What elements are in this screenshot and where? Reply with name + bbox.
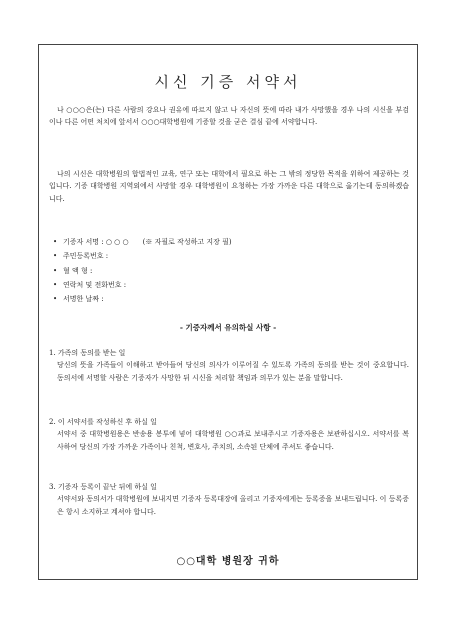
info-item-blood-type (53, 264, 403, 278)
consent-paragraph: 나의 시신은 대학병원의 합법적인 교육, 연구 또는 대학에서 필요로 하는 그 밖의 정당한 목적을 위하여 제공하는 것입니다. 기증 대학병원 지역외에서 사망할 경우 대학병원이 요청하는 가장 가까운 다른 대학으로 옮기는데 동의하겠습니다. (49, 170, 409, 203)
document-frame (38, 44, 418, 580)
info-item-date (53, 292, 403, 306)
info-label: 기증자 서명 : ○ ○ ○ (63, 238, 129, 246)
pledge-paragraph: 나 ○○○은(는) 다른 사람의 강요나 권유에 따르지 않고 나 자신의 뜻에 따라 내가 사망했을 경우 나의 시신을 부검이나 다른 어떤 처치에 앞서서 ○○○대학병원에 기증할 것을 굳은 결심 끝에 서약합니다. (49, 106, 409, 127)
bullet-icon: • (53, 266, 58, 275)
notice-section-after-registration (49, 481, 409, 518)
info-item-contact (53, 278, 403, 292)
bullet-icon: • (53, 280, 58, 289)
info-label: 서명한 날짜 : (63, 295, 104, 304)
section-heading: 2. 이 서약서를 작성하신 후 하실 일 (49, 418, 157, 426)
addressee-closing: ○○대학 병원장 귀하 (176, 556, 280, 567)
info-note: (※ 자필로 작성하고 지장 필) (142, 238, 232, 246)
donor-info-list (53, 235, 403, 306)
section-body: 서약서와 동의서가 대학병원에 보내지면 기증자 등록대장에 올리고 기증자에게는 등록증을 보내드립니다. 이 등록증은 항시 소지하고 계셔야 합니다. (57, 495, 409, 516)
info-label: 주민등록번호 : (63, 252, 109, 261)
notice-section-family-consent (49, 347, 409, 384)
document-title: 시신 기증 서약서 (154, 73, 302, 91)
notice-heading: - 기증자께서 유의하실 사항 - (179, 323, 277, 332)
notice-section-after-writing (49, 416, 409, 453)
info-item-resident-number (53, 249, 403, 263)
info-item-signature (53, 235, 403, 249)
bullet-icon: • (53, 238, 58, 246)
info-label: 연락처 및 전화번호 : (63, 280, 127, 289)
info-label: 혈 액 형 : (63, 266, 93, 275)
section-body: 당신의 뜻을 가족들이 이해하고 받아들여 당신의 의사가 이루어질 수 있도록 가족의 동의를 받는 것이 중요합니다. 동의서에 서명할 사람은 기증자가 사망한 뒤 시신을 처리할 책임과 의무가 있는 분을 말합니다. (57, 361, 409, 382)
section-body: 서약서 중 대학병원용은 반송용 봉투에 넣어 대학병원 ○○과로 보내주시고 기증자용은 보관하십시오. 서약서를 복사하여 당신의 가장 가까운 가족이나 친척, 변호사, 주치의, 소속된 단체에 주셔도 좋습니다. (57, 430, 409, 451)
bullet-icon: • (53, 295, 58, 304)
section-heading: 3. 기증자 등록이 끝난 뒤에 하실 일 (49, 483, 157, 491)
section-heading: 1. 가족의 동의를 받는 일 (49, 349, 126, 357)
bullet-icon: • (53, 252, 58, 261)
